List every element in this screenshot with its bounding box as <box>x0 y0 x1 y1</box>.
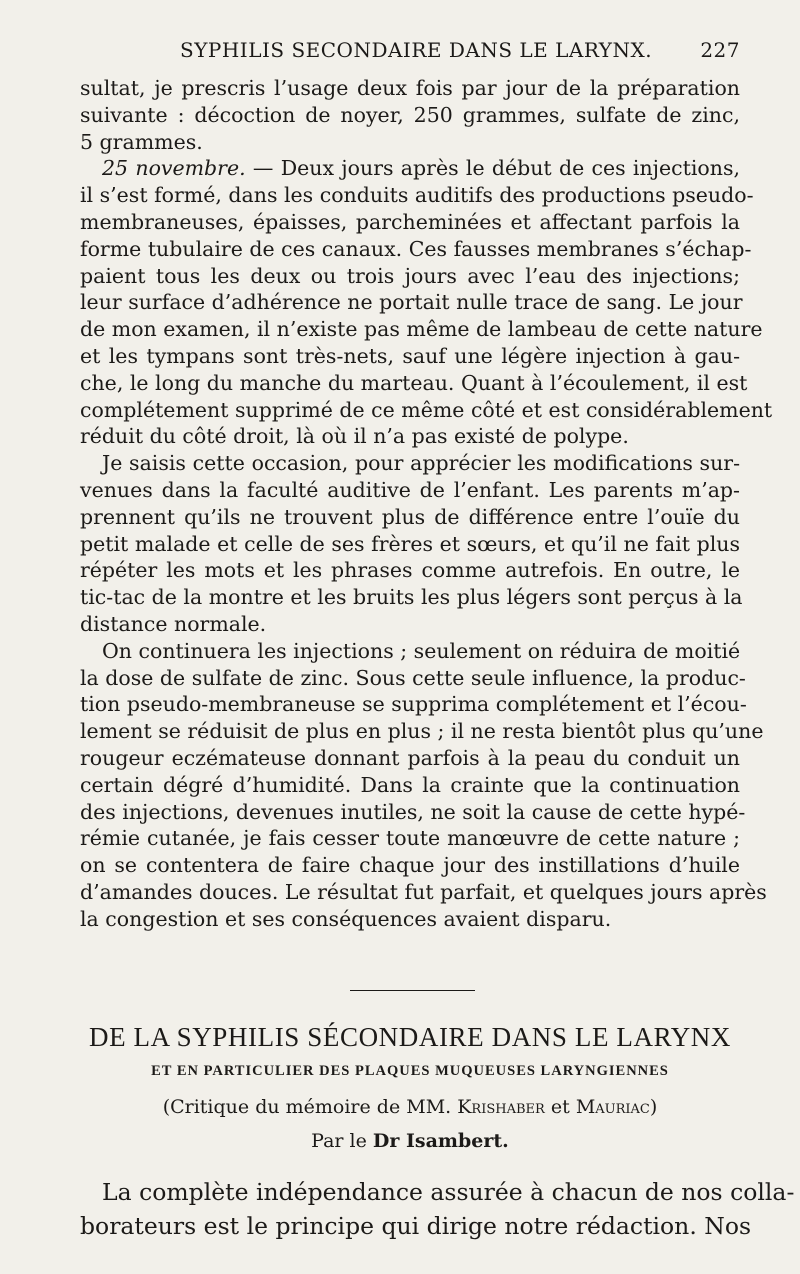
text-line: Je saisis cette occasion, pour apprécier les modifications sur- <box>102 451 740 476</box>
text-line: il s’est formé, dans les conduits auditifs des productions pseudo- <box>80 183 754 208</box>
date-label: 25 novembre. <box>102 156 246 181</box>
critique-conjunction: et <box>550 1096 570 1118</box>
critique-author-1: Krishaber <box>457 1096 545 1118</box>
text-line: la dose de sulfate de zinc. Sous cette seule influence, la produc- <box>80 665 746 690</box>
byline-author: Dr Isambert. <box>372 1130 509 1152</box>
text-line: de mon examen, il n’existe pas même de lambeau de cette nature <box>80 317 763 342</box>
text-line: d’amandes douces. Le résultat fut parfait, et quelques jours après <box>80 879 767 904</box>
text-line: la congestion et ses conséquences avaient disparu. <box>80 906 612 931</box>
body-text <box>80 75 773 933</box>
text-line: on se contentera de faire chaque jour des instillations d’huile <box>80 853 740 878</box>
text-line: lement se réduisit de plus en plus ; il ne resta bientôt plus qu’une <box>80 719 764 744</box>
text-line: che, le long du manche du marteau. Quant à l’écoulement, il est <box>80 370 748 395</box>
text-line: forme tubulaire de ces canaux. Ces fausses membranes s’échap- <box>80 236 752 261</box>
text-line: La complète indépendance assurée à chacun de nos colla- <box>102 1178 795 1206</box>
text-line: tic-tac de la montre et les bruits les plus légers sont perçus à la <box>80 585 743 610</box>
article-title: DE LA SYPHILIS SÉCONDAIRE DANS LE LARYNX <box>88 1022 732 1052</box>
text-line: On continuera les injections ; seulement on réduira de moitié <box>102 638 741 663</box>
text-line: des injections, devenues inutiles, ne soit la cause de cette hypé- <box>80 799 746 824</box>
critique-author-2: Mauriac <box>575 1096 650 1118</box>
text-line: sultat, je prescris l’usage deux fois par jour de la préparation <box>80 76 740 100</box>
text-line: suivante : décoction de noyer, 250 grammes, sulfate de zinc, <box>80 102 740 127</box>
article-subtitle: ET EN PARTICULIER DES PLAQUES MUQUEUSES LARYNGIENNES <box>151 1063 669 1079</box>
text-line: membraneuses, épaisses, parcheminées et affectant parfois la <box>80 209 740 234</box>
text-line: 5 grammes. <box>80 129 203 154</box>
text-line: distance normale. <box>80 611 267 636</box>
text-line: complétement supprimé de ce même côté et est considérablement <box>80 397 773 422</box>
text-line: borateurs est le principe qui dirige notre rédaction. Nos <box>80 1212 752 1240</box>
byline <box>80 1130 740 1152</box>
text-line: rougeur eczémateuse donnant parfois à la peau du conduit un <box>80 745 740 770</box>
text-line: répéter les mots et les phrases comme autrefois. En outre, le <box>80 558 740 583</box>
text-line <box>80 155 740 182</box>
text-line: venues dans la faculté auditive de l’enfant. Les parents m’ap- <box>80 477 740 502</box>
critique-note <box>80 1096 740 1118</box>
text-line: leur surface d’adhérence ne portait nulle trace de sang. Le jour <box>80 290 743 315</box>
text-line: certain dégré d’humidité. Dans la crainte que la continuation <box>80 772 740 797</box>
text-line: petit malade et celle de ses frères et sœurs, et qu’il ne fait plus <box>80 531 740 556</box>
text-line: rémie cutanée, je fais cesser toute manœuvre de cette nature ; <box>80 826 740 851</box>
text-line: paient tous les deux ou trois jours avec l’eau des injections; <box>80 263 740 288</box>
text-line: tion pseudo-membraneuse se supprima complétement et l’écou- <box>80 692 747 717</box>
critique-prefix: (Critique du mémoire de MM. <box>162 1096 452 1118</box>
text-line: et les tympans sont très-nets, sauf une légère injection à gau- <box>80 343 740 368</box>
text-span: — Deux jours après le début de ces injections, <box>245 156 740 181</box>
running-title: SYPHILIS SECONDAIRE DANS LE LARYNX. <box>180 38 653 62</box>
page-number: 227 <box>700 38 740 62</box>
section-divider <box>350 990 475 991</box>
critique-suffix: ) <box>649 1096 658 1118</box>
text-line: réduit du côté droit, là où il n’a pas existé de polype. <box>80 424 629 449</box>
article-opening-paragraph <box>80 1175 795 1243</box>
byline-prefix: Par le <box>311 1130 367 1152</box>
text-line: prennent qu’ils ne trouvent plus de différence entre l’ouïe du <box>80 504 740 529</box>
